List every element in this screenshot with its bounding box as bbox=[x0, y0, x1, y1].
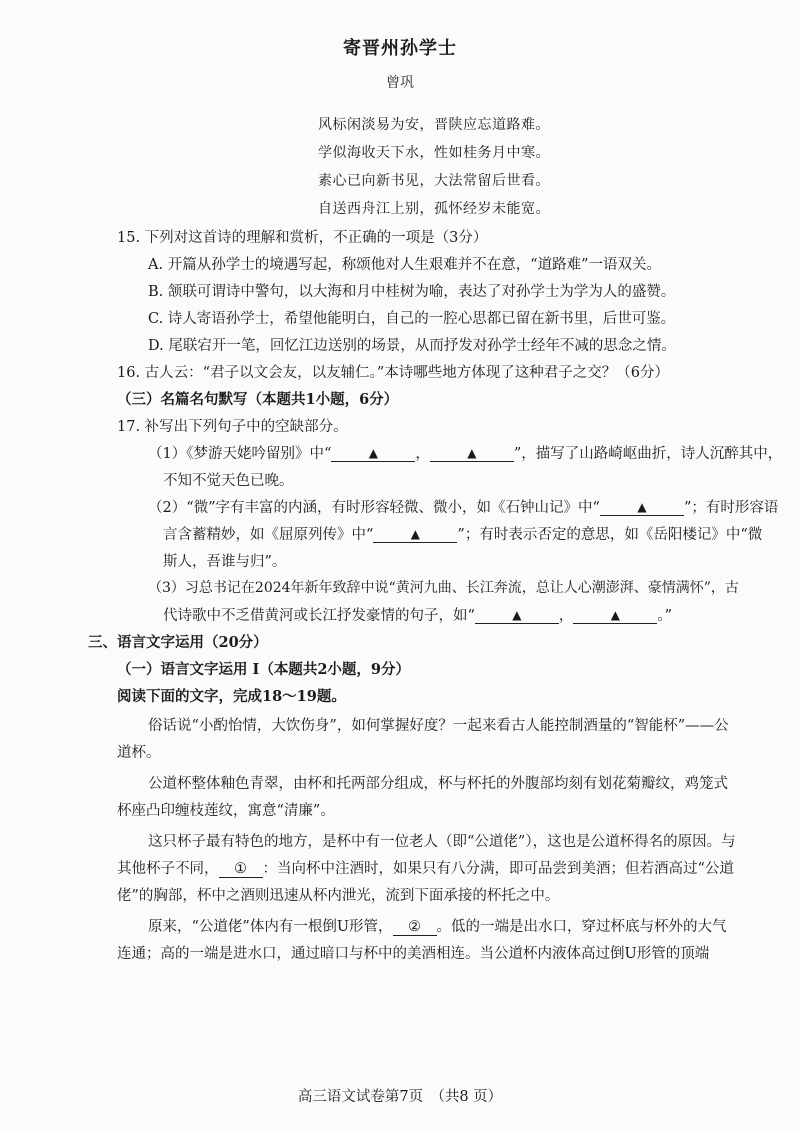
q17-item-3-line2 bbox=[163, 604, 672, 625]
passage-p2-line1: 公道杯整体釉色青翠，由杯和托两部分组成，杯与杯托的外腹部均刻有划花菊瓣纹，鸡笼式 bbox=[148, 776, 728, 792]
q15-option-a: A. 开篇从孙学士的境遇写起，称颂他对人生艰难并不在意，“道路难”一语双关。 bbox=[148, 257, 662, 273]
q15-stem: 15. 下列对这首诗的理解和赏析，不正确的一项是（3分） bbox=[117, 230, 488, 246]
answer-blank-2[interactable] bbox=[430, 445, 514, 462]
passage-p3-text-a: 其他杯子不同， bbox=[117, 861, 219, 877]
q17-2-text-a: （2）“微”字有丰富的内涵，有时形容轻微、微小，如《石钟山记》中“ bbox=[148, 500, 600, 516]
triangle-icon: ▲ bbox=[467, 446, 477, 460]
q17-3-text-d: 。” bbox=[657, 608, 673, 624]
triangle-icon: ▲ bbox=[368, 446, 378, 460]
poem-line-4: 自送西舟江上别，孤怀经岁未能宽。 bbox=[318, 201, 550, 217]
poem-title: 寄晋州孙学士 bbox=[343, 38, 457, 59]
q17-3-text-c: ， bbox=[558, 608, 574, 624]
passage-p1-line2: 道杯。 bbox=[117, 745, 161, 761]
q17-3-text-a: （3）习总书记在2024年新年致辞中说“黄河九曲、长江奔流，总让人心潮澎湃、豪情满怀”，古 bbox=[148, 580, 739, 596]
blank-marker-2[interactable]: ② bbox=[393, 919, 437, 936]
page-footer: 高三语文试卷第7页 （共8 页） bbox=[297, 1089, 503, 1105]
passage-p2-line2: 杯座凸印缠枝莲纹，寓意“清廉”。 bbox=[117, 803, 335, 819]
q15-option-d: D. 尾联宕开一笔，回忆江边送别的场景，从而抒发对孙学士经年不减的思念之情。 bbox=[148, 338, 676, 354]
passage-p1-line1: 俗话说“小酌怡情，大饮伤身”，如何掌握好度？一起来看古人能控制酒量的“智能杯”——公 bbox=[148, 718, 729, 734]
passage-p4-line1 bbox=[148, 915, 727, 936]
part-3-heading: 三、语言文字运用（20分） bbox=[88, 634, 268, 651]
section-3-heading: （三）名篇名句默写（本题共1小题，6分） bbox=[117, 391, 399, 408]
passage-p3-text-b: ：当向杯中注酒时，如果只有八分满，即可品尝到美酒；但若酒高过“公道 bbox=[262, 861, 734, 877]
passage-p4-text-a: 原来，“公道佬”体内有一根倒U形管， bbox=[148, 919, 393, 935]
q17-1-text-c: ”，描写了山路崎岖曲折，诗人沉醉其中， bbox=[513, 446, 783, 462]
passage-p4-text-b: 。低的一端是出水口，穿过杯底与杯外的大气 bbox=[436, 919, 727, 935]
q17-2-text-b: ”；有时形容语 bbox=[683, 500, 779, 516]
q15-option-c: C. 诗人寄语孙学士，希望他能明白，自己的一腔心思都已留在新书里，后世可鉴。 bbox=[148, 311, 676, 327]
triangle-icon: ▲ bbox=[410, 527, 421, 541]
q17-item-1 bbox=[148, 442, 782, 463]
answer-blank-3[interactable] bbox=[600, 499, 684, 516]
sub-section-1-heading: （一）语言文字运用 I（本题共2小题，9分） bbox=[117, 661, 411, 678]
blank-marker-1[interactable]: ① bbox=[219, 861, 263, 878]
passage-p3-line2 bbox=[117, 857, 734, 878]
q15-option-b: B. 颔联可谓诗中警句，以大海和月中桂树为喻，表达了对孙学士为学为人的盛赞。 bbox=[148, 284, 676, 300]
passage-p3-line3: 佬”的胸部，杯中之酒则迅速从杯内泄光，流到下面承接的杯托之中。 bbox=[117, 888, 560, 904]
q17-1-text-a: （1）《梦游天姥吟留别》中“ bbox=[148, 446, 332, 462]
q17-2-text-e: 斯人，吾谁与归”。 bbox=[163, 554, 287, 570]
q16-stem: 16. 古人云：“君子以文会友，以友辅仁。”本诗哪些地方体现了这种君子之交？（6分） bbox=[117, 365, 669, 381]
q17-item-2-line2 bbox=[163, 523, 762, 544]
answer-blank-1[interactable] bbox=[331, 445, 415, 462]
passage-p4-line2: 连通；高的一端是进水口，通过暗口与杯中的美酒相连。当公道杯内液体高过倒U形管的顶端 bbox=[117, 946, 710, 962]
answer-blank-4[interactable] bbox=[373, 526, 457, 543]
q17-1-text-d: 不知不觉天色已晚。 bbox=[163, 473, 294, 489]
q17-1-text-b: ， bbox=[415, 446, 430, 462]
reading-instruction: 阅读下面的文字，完成18～19题。 bbox=[117, 688, 346, 705]
triangle-icon: ▲ bbox=[637, 500, 647, 514]
q17-3-text-b: 代诗歌中不乏借黄河或长江抒发豪情的句子，如“ bbox=[163, 608, 475, 624]
poem-line-3: 素心已向新书见，大法常留后世看。 bbox=[318, 173, 550, 189]
poem-line-1: 风标闲淡易为安，晋陕应忘道路难。 bbox=[318, 117, 550, 133]
q17-stem: 17. 补写出下列句子中的空缺部分。 bbox=[117, 419, 348, 435]
q17-2-text-c: 言含蓄精妙，如《屈原列传》中“ bbox=[163, 527, 374, 543]
q17-item-2 bbox=[148, 496, 778, 517]
answer-blank-5[interactable] bbox=[475, 607, 559, 624]
triangle-icon: ▲ bbox=[512, 608, 522, 622]
triangle-icon: ▲ bbox=[610, 608, 621, 622]
q17-2-text-d: ”；有时表示否定的意思，如《岳阳楼记》中“微 bbox=[457, 527, 763, 543]
poem-author: 曾巩 bbox=[386, 75, 414, 91]
passage-p3-line1: 这只杯子最有特色的地方，是杯中有一位老人（即“公道佬”），这也是公道杯得名的原因。与 bbox=[148, 834, 736, 850]
answer-blank-6[interactable] bbox=[573, 607, 657, 624]
poem-line-2: 学似海收天下水，性如桂务月中寒。 bbox=[318, 145, 550, 161]
